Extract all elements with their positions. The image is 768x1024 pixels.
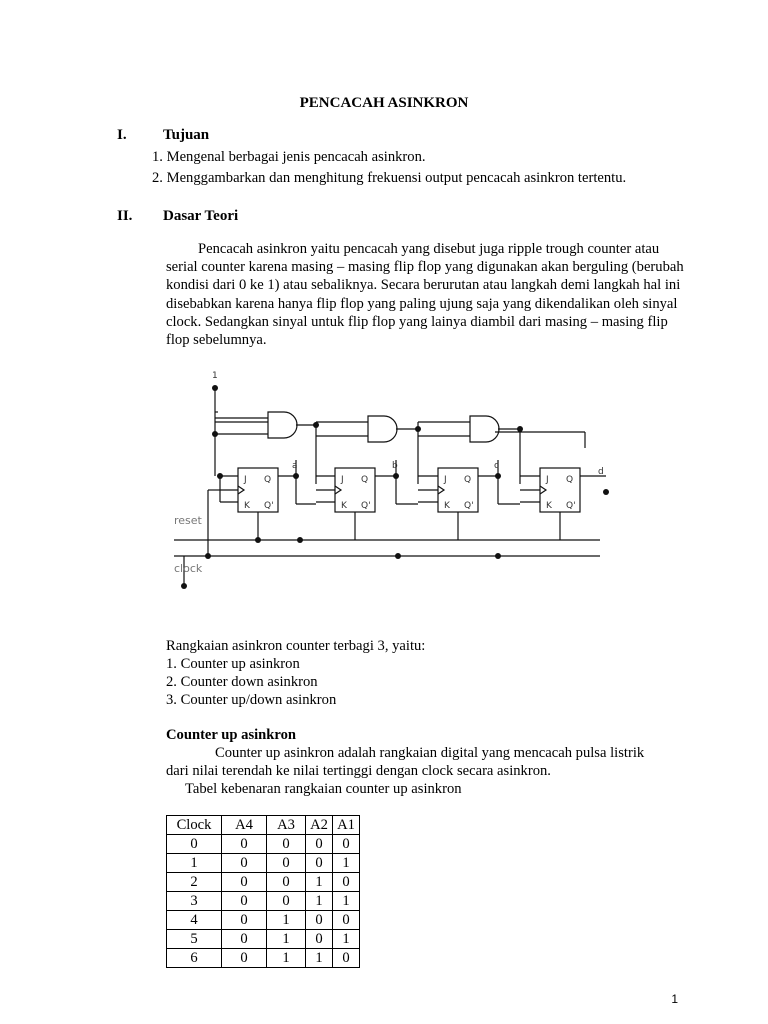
ff2-qn: Q' [361, 501, 371, 511]
table-cell: 0 [267, 873, 306, 892]
table-cell: 0 [267, 854, 306, 873]
table-cell: 3 [167, 892, 222, 911]
header-a4: A4 [222, 816, 267, 835]
table-cell: 0 [333, 873, 360, 892]
ff3-k: K [444, 501, 450, 511]
diagram-top-label: 1 [212, 371, 218, 381]
ff2-j: J [341, 475, 344, 485]
table-cell: 1 [306, 892, 333, 911]
header-a3: A3 [267, 816, 306, 835]
table-cell: 1 [306, 949, 333, 968]
table-cell: 0 [267, 892, 306, 911]
table-cell: 0 [333, 949, 360, 968]
table-cell: 0 [333, 911, 360, 930]
types-item-1: 1. Counter up asinkron [166, 656, 300, 672]
table-row [167, 873, 360, 892]
ff4-j: J [546, 475, 549, 485]
table-cell: 1 [267, 911, 306, 930]
diagram-reset-label: reset [174, 514, 202, 527]
ff4-q: Q [566, 475, 574, 485]
table-cell: 0 [222, 854, 267, 873]
table-cell: 1 [267, 930, 306, 949]
ff3-q: Q [464, 475, 472, 485]
ff2-k: K [341, 501, 347, 511]
ff1-k: K [244, 501, 250, 511]
diagram-output-c: c [494, 461, 499, 471]
table-cell: 0 [222, 949, 267, 968]
header-clock: Clock [167, 816, 222, 835]
table-cell: 0 [222, 930, 267, 949]
header-a1: A1 [333, 816, 360, 835]
table-cell: 0 [167, 835, 222, 854]
ff1-qn: Q' [264, 501, 274, 511]
section2-heading: Dasar Teori [163, 208, 239, 224]
counter-up-line-3: Tabel kebenaran rangkaian counter up asinkron [185, 781, 462, 797]
counter-up-line-2: dari nilai terendah ke nilai tertinggi dengan clock secara asinkron. [166, 763, 551, 779]
table-cell: 0 [333, 835, 360, 854]
section2-paragraph [166, 240, 686, 349]
table-header-row [167, 816, 360, 835]
ff3-qn: Q' [464, 501, 474, 511]
ff1-q: Q [264, 475, 272, 485]
diagram-output-d: d [598, 467, 604, 477]
table-cell: 0 [267, 835, 306, 854]
table-cell: 0 [306, 930, 333, 949]
table-row [167, 892, 360, 911]
table-cell: 0 [222, 873, 267, 892]
types-intro: Rangkaian asinkron counter terbagi 3, yaitu: [166, 638, 426, 654]
table-row [167, 930, 360, 949]
counter-up-heading: Counter up asinkron [166, 727, 297, 743]
page-number: 1 [671, 992, 678, 1006]
header-a2: A2 [306, 816, 333, 835]
table-cell: 6 [167, 949, 222, 968]
ff4-k: K [546, 501, 552, 511]
counter-up-line-1: Counter up asinkron adalah rangkaian digital yang mencacah pulsa listrik [215, 745, 645, 761]
ff1-j: J [244, 475, 247, 485]
ff3-j: J [444, 475, 447, 485]
table-cell: 0 [222, 892, 267, 911]
table-cell: 0 [222, 911, 267, 930]
table-cell: 1 [167, 854, 222, 873]
ff4-qn: Q' [566, 501, 576, 511]
table-cell: 4 [167, 911, 222, 930]
ff2-q: Q [361, 475, 369, 485]
table-row [167, 949, 360, 968]
table-cell: 0 [306, 854, 333, 873]
table-cell: 2 [167, 873, 222, 892]
section1-number: I. [117, 127, 127, 143]
section1-item-2: 2. Menggambarkan dan menghitung frekuensi output pencacah asinkron tertentu. [152, 170, 627, 186]
table-row [167, 911, 360, 930]
table-cell: 1 [306, 873, 333, 892]
diagram-clock-label: clock [174, 562, 203, 575]
table-cell: 0 [306, 835, 333, 854]
page-title: PENCACAH ASINKRON [299, 95, 469, 111]
truth-table [166, 815, 360, 968]
types-item-3: 3. Counter up/down asinkron [166, 692, 337, 708]
table-cell: 1 [267, 949, 306, 968]
table-cell: 0 [306, 911, 333, 930]
table-row [167, 854, 360, 873]
section2-paragraph-text: Pencacah asinkron yaitu pencacah yang disebut juga ripple trough counter atau serial counter karena masing – masing flip flop yang digunakan akan berguling (berubah kondisi dari 0 ke 1) atau sebaliknya. Secara berurutan atau langkah demi langkah hal ini disebabkan karena hanya flip flop yang paling ujung saja yang dikendalikan oleh sinyal clock. Sedangkan sinyal untuk flip flop yang lainya diambil dari masing – masing flip flop sebelumnya. [166, 241, 684, 349]
table-cell: 1 [333, 930, 360, 949]
circuit-diagram [160, 364, 620, 596]
table-row [167, 835, 360, 854]
diagram-output-b: b [392, 461, 398, 471]
table-cell: 5 [167, 930, 222, 949]
section2-number: II. [117, 208, 133, 224]
diagram-output-a: a [292, 461, 298, 471]
section1-item-1: 1. Mengenal berbagai jenis pencacah asinkron. [152, 149, 426, 165]
table-cell: 1 [333, 854, 360, 873]
table-cell: 1 [333, 892, 360, 911]
section1-heading: Tujuan [163, 127, 210, 143]
table-cell: 0 [222, 835, 267, 854]
types-item-2: 2. Counter down asinkron [166, 674, 318, 690]
